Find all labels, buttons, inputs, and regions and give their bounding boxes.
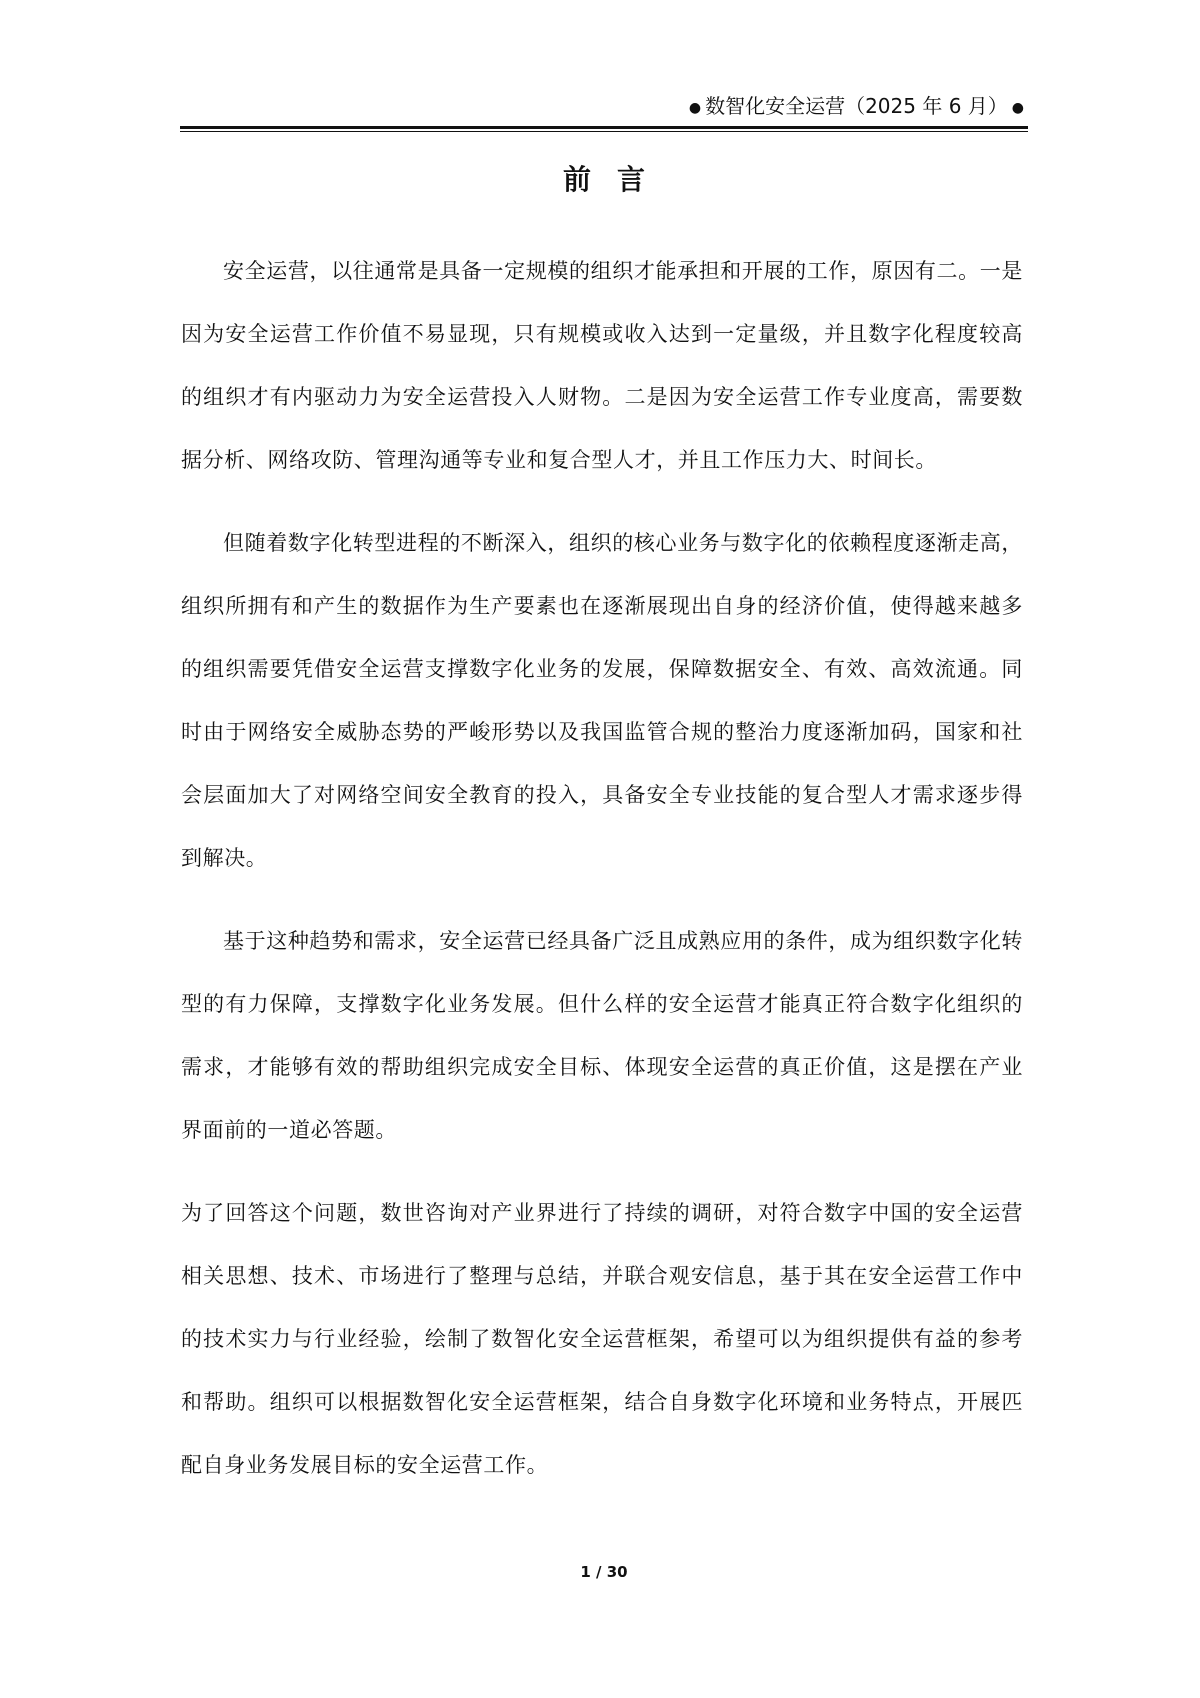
- header-double-rule: [180, 126, 1028, 132]
- running-header: [180, 92, 1028, 122]
- page-title: 前言: [562, 163, 671, 196]
- body-paragraph-3: 基于这种趋势和需求，安全运营已经具备广泛且成熟应用的条件，成为组织数字化转型的有力保障，支撑数字化业务发展。但什么样的安全运营才能真正符合数字化组织的需求，才能够有效的帮助组织完成安全目标、体现安全运营的真正价值，这是摆在产业界面前的一道必答题。: [181, 929, 1023, 1142]
- body-paragraph-1: 安全运营，以往通常是具备一定规模的组织才能承担和开展的工作，原因有二。一是因为安全运营工作价值不易显现，只有规模或收入达到一定量级，并且数字化程度较高的组织才有内驱动力为安全运营投入人财物。二是因为安全运营工作专业度高，需要数据分析、网络攻防、管理沟通等专业和复合型人才，并且工作压力大、时间长。: [181, 259, 1023, 472]
- body-paragraph-4: 为了回答这个问题，数世咨询对产业界进行了持续的调研，对符合数字中国的安全运营相关思想、技术、市场进行了整理与总结，并联合观安信息，基于其在安全运营工作中的技术实力与行业经验，绘制了数智化安全运营框架，希望可以为组织提供有益的参考和帮助。组织可以根据数智化安全运营框架，结合自身数字化环境和业务特点，开展匹配自身业务发展目标的安全运营工作。: [181, 1201, 1023, 1477]
- bullet-icon: ●: [688, 99, 702, 116]
- body-paragraph-2: 但随着数字化转型进程的不断深入，组织的核心业务与数字化的依赖程度逐渐走高，组织所拥有和产生的数据作为生产要素也在逐渐展现出自身的经济价值，使得越来越多的组织需要凭借安全运营支撑数字化业务的发展，保障数据安全、有效、高效流通。同时由于网络安全威胁态势的严峻形势以及我国监管合规的整治力度逐渐加码，国家和社会层面加大了对网络空间安全教育的投入，具备安全专业技能的复合型人才需求逐步得到解决。: [181, 531, 1023, 870]
- running-header-title: 数智化安全运营（2025 年 6 月）: [705, 94, 1008, 118]
- bullet-icon: ●: [1011, 99, 1024, 116]
- page-number: 1 / 30: [580, 1563, 628, 1581]
- document-body: [181, 240, 1023, 1517]
